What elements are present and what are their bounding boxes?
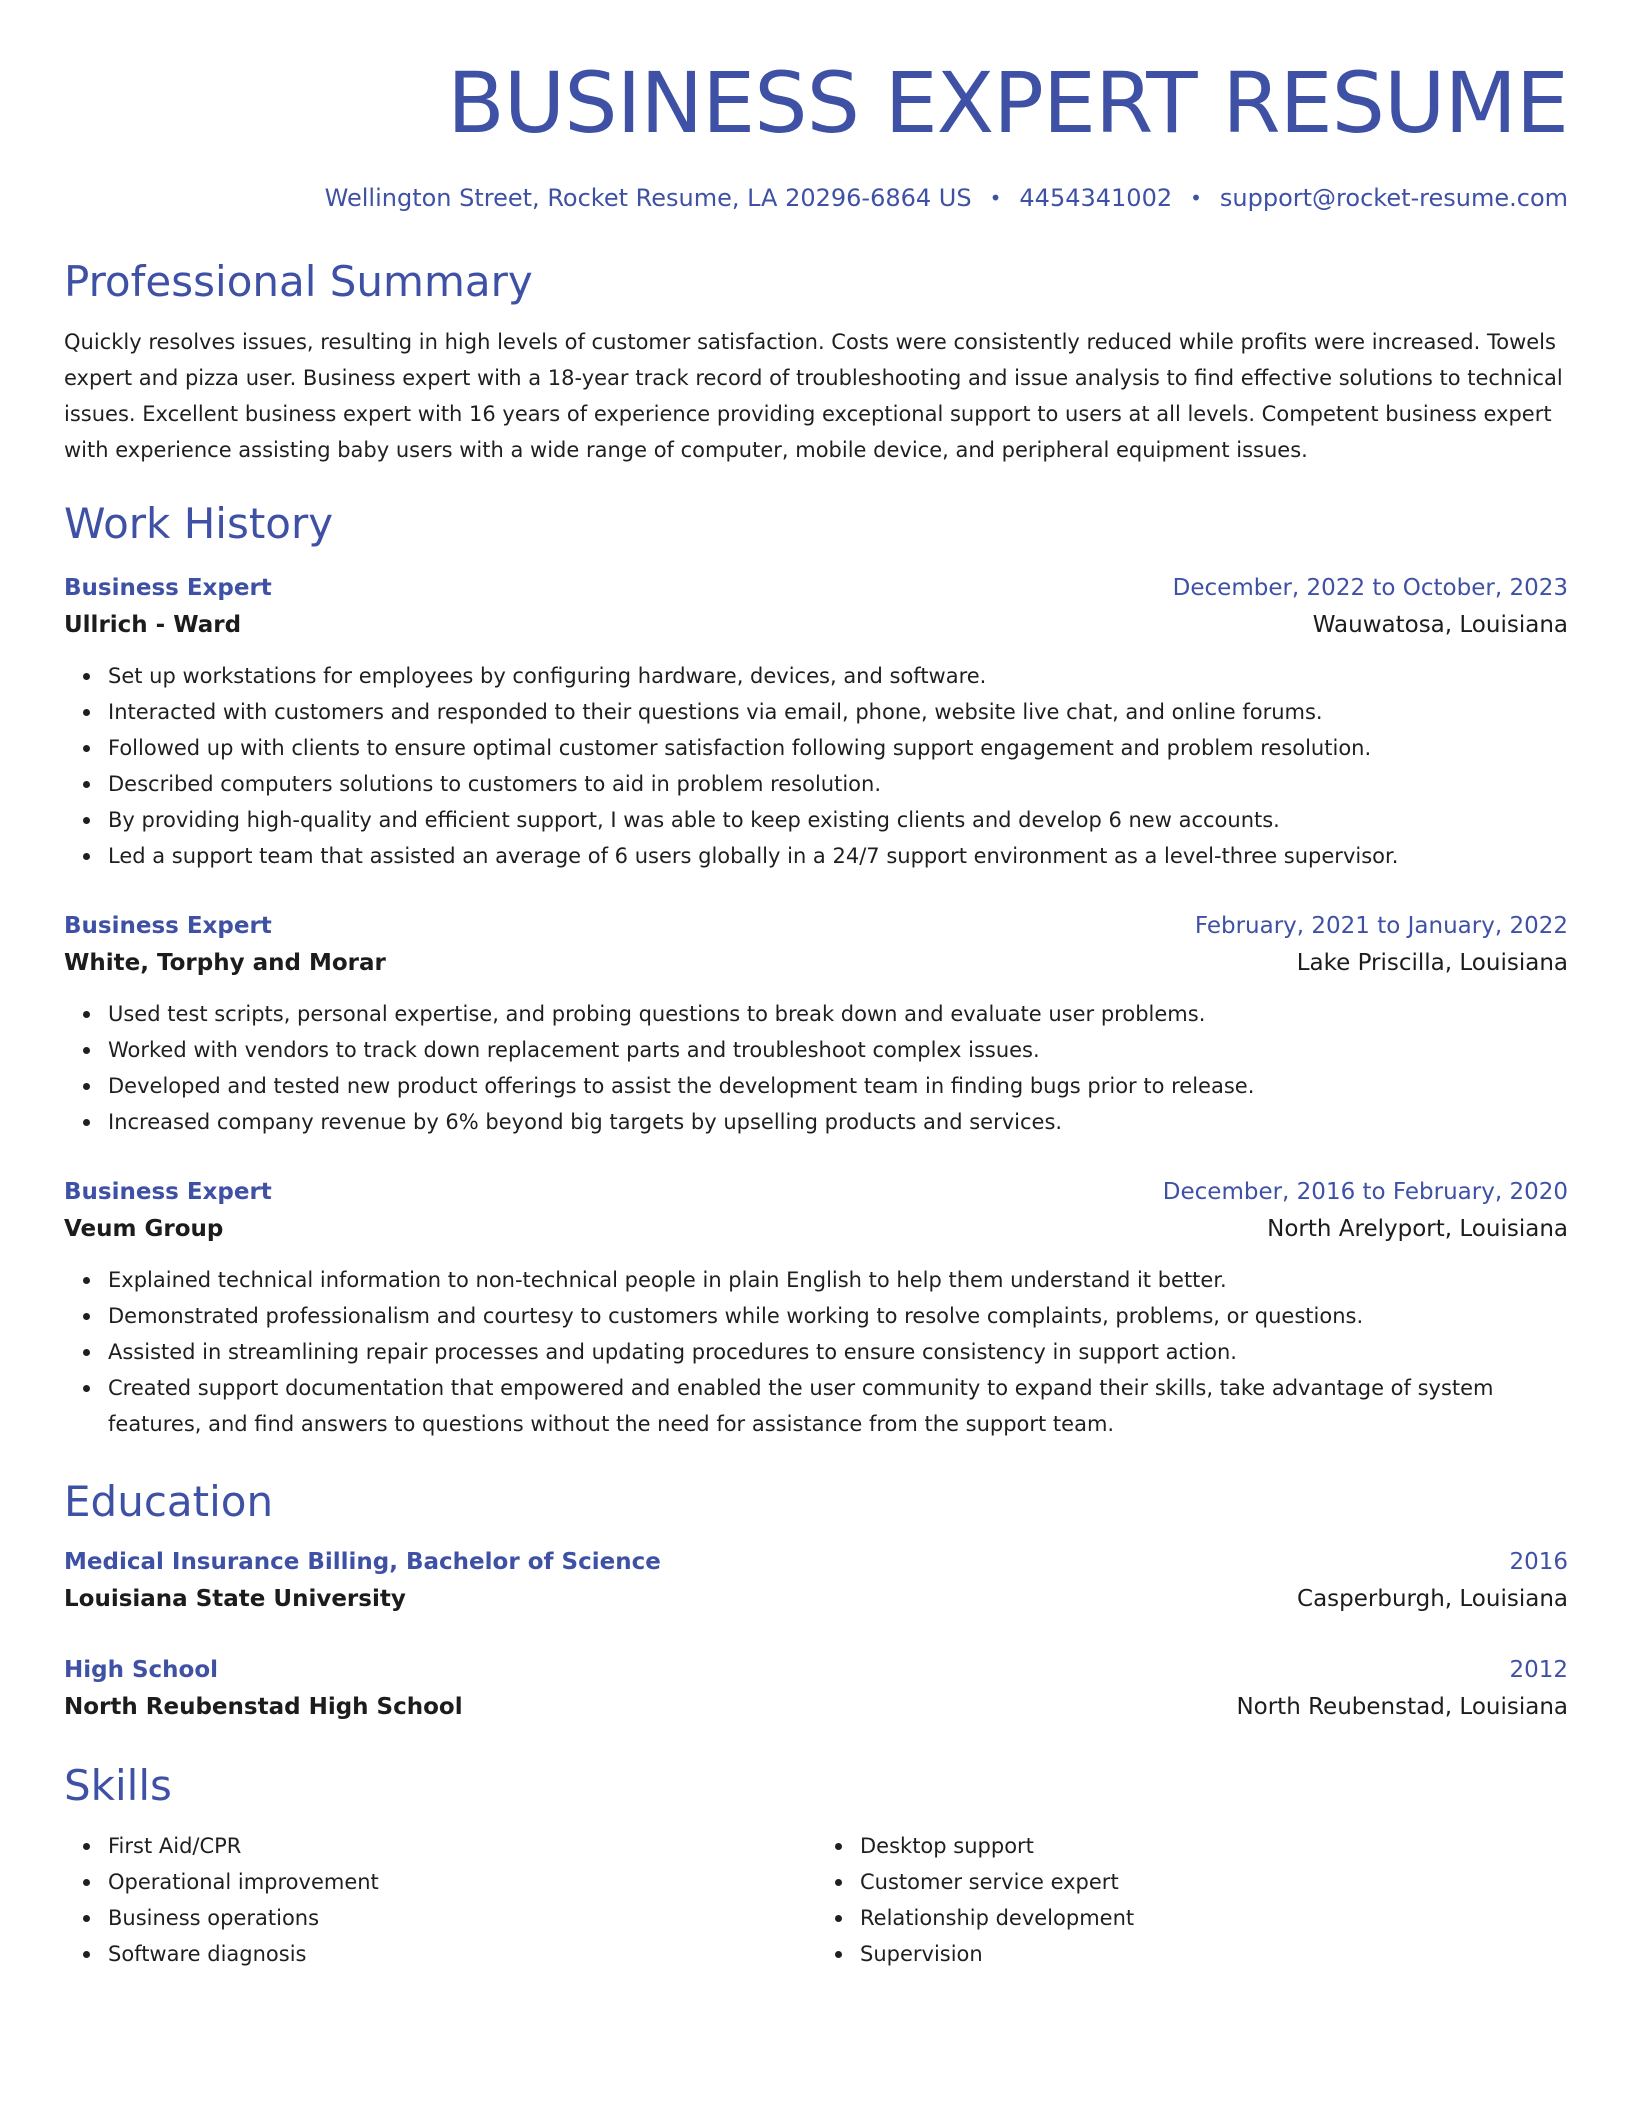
job-bullets xyxy=(64,1262,1568,1442)
education-heading: Education xyxy=(64,1477,274,1526)
summary-text: Quickly resolves issues, resulting in high levels of customer satisfaction. Costs were consistently reduced while profits were increased. Towels expert and pizza user. Business expert with a 18-year track record of troubleshooting and issue analysis to find effective solutions to technical issues. Excellent business expert with 16 years of experience providing exceptional support to users at all levels. Competent business expert with experience assisting baby users with a wide range of computer, mobile device, and peripheral equipment issues. xyxy=(64,330,1563,462)
skills-grid xyxy=(64,1828,1568,1972)
contact-separator: • xyxy=(1190,186,1202,210)
education-entry xyxy=(64,1652,1568,1726)
list-item: Used test scripts, personal expertise, and probing questions to break down and evaluate user problems. xyxy=(108,996,1568,1032)
job-location: North Arelyport, Louisiana xyxy=(1267,1216,1568,1242)
education-year: 2012 xyxy=(1509,1657,1568,1683)
education-degree: High School xyxy=(64,1657,219,1683)
contact-line xyxy=(64,182,1568,214)
contact-email[interactable]: support@rocket-resume.com xyxy=(1219,184,1568,212)
skill-item: Business operations xyxy=(108,1900,816,1936)
education-entry xyxy=(64,1544,1568,1618)
list-item: Assisted in streamlining repair processes and updating procedures to ensure consistency in support action. xyxy=(108,1334,1568,1370)
skill-item: Customer service expert xyxy=(860,1864,1568,1900)
resume-title: BUSINESS EXPERT RESUME xyxy=(447,54,1568,152)
education-location: Casperburgh, Louisiana xyxy=(1297,1586,1568,1612)
job-role: Business Expert xyxy=(64,1179,272,1205)
list-item: Demonstrated professionalism and courtesy to customers while working to resolve complaints, problems, or questions. xyxy=(108,1298,1568,1334)
list-item: Created support documentation that empowered and enabled the user community to expand their skills, take advantage of system features, and find answers to questions without the need for assistance from the support team. xyxy=(108,1370,1568,1442)
education-school: North Reubenstad High School xyxy=(64,1694,463,1720)
contact-phone: 4454341002 xyxy=(1019,184,1173,212)
list-item: By providing high-quality and efficient support, I was able to keep existing clients and develop 6 new accounts. xyxy=(108,802,1568,838)
job-company: Veum Group xyxy=(64,1216,224,1242)
job-location: Lake Priscilla, Louisiana xyxy=(1296,950,1568,976)
skills-list-right xyxy=(816,1828,1568,1972)
job-entry xyxy=(64,570,1568,874)
skill-item: Operational improvement xyxy=(108,1864,816,1900)
job-dates: February, 2021 to January, 2022 xyxy=(1194,913,1568,939)
job-role: Business Expert xyxy=(64,913,272,939)
contact-address: Wellington Street, Rocket Resume, LA 20296-6864 US xyxy=(324,184,972,212)
skills-list-left xyxy=(64,1828,816,1972)
contact-separator: • xyxy=(989,186,1002,210)
job-role: Business Expert xyxy=(64,575,272,601)
list-item: Described computers solutions to customers to aid in problem resolution. xyxy=(108,766,1568,802)
list-item: Set up workstations for employees by configuring hardware, devices, and software. xyxy=(108,658,1568,694)
summary-heading: Professional Summary xyxy=(64,257,533,306)
skill-item: Relationship development xyxy=(860,1900,1568,1936)
job-company: White, Torphy and Morar xyxy=(64,950,386,976)
job-entry xyxy=(64,1174,1568,1442)
job-dates: December, 2022 to October, 2023 xyxy=(1172,575,1568,601)
education-degree: Medical Insurance Billing, Bachelor of Science xyxy=(64,1549,661,1575)
list-item: Led a support team that assisted an average of 6 users globally in a 24/7 support environment as a level-three supervisor. xyxy=(108,838,1568,874)
job-location: Wauwatosa, Louisiana xyxy=(1312,612,1568,638)
job-dates: December, 2016 to February, 2020 xyxy=(1162,1179,1568,1205)
education-location: North Reubenstad, Louisiana xyxy=(1236,1694,1568,1720)
resume-header xyxy=(64,0,1568,214)
skill-item: Supervision xyxy=(860,1936,1568,1972)
list-item: Followed up with clients to ensure optimal customer satisfaction following support engagement and problem resolution. xyxy=(108,730,1568,766)
list-item: Explained technical information to non-technical people in plain English to help them understand it better. xyxy=(108,1262,1568,1298)
job-entry xyxy=(64,908,1568,1140)
education-year: 2016 xyxy=(1509,1549,1568,1575)
skill-item: First Aid/CPR xyxy=(108,1828,816,1864)
education-school: Louisiana State University xyxy=(64,1586,406,1612)
list-item: Worked with vendors to track down replacement parts and troubleshoot complex issues. xyxy=(108,1032,1568,1068)
job-bullets xyxy=(64,996,1568,1140)
job-bullets xyxy=(64,658,1568,874)
work-history-heading: Work History xyxy=(64,499,334,548)
job-company: Ullrich - Ward xyxy=(64,612,242,638)
skills-heading: Skills xyxy=(64,1761,172,1810)
list-item: Increased company revenue by 6% beyond big targets by upselling products and services. xyxy=(108,1104,1568,1140)
list-item: Interacted with customers and responded to their questions via email, phone, website live chat, and online forums. xyxy=(108,694,1568,730)
skill-item: Software diagnosis xyxy=(108,1936,816,1972)
skill-item: Desktop support xyxy=(860,1828,1568,1864)
list-item: Developed and tested new product offerings to assist the development team in finding bugs prior to release. xyxy=(108,1068,1568,1104)
